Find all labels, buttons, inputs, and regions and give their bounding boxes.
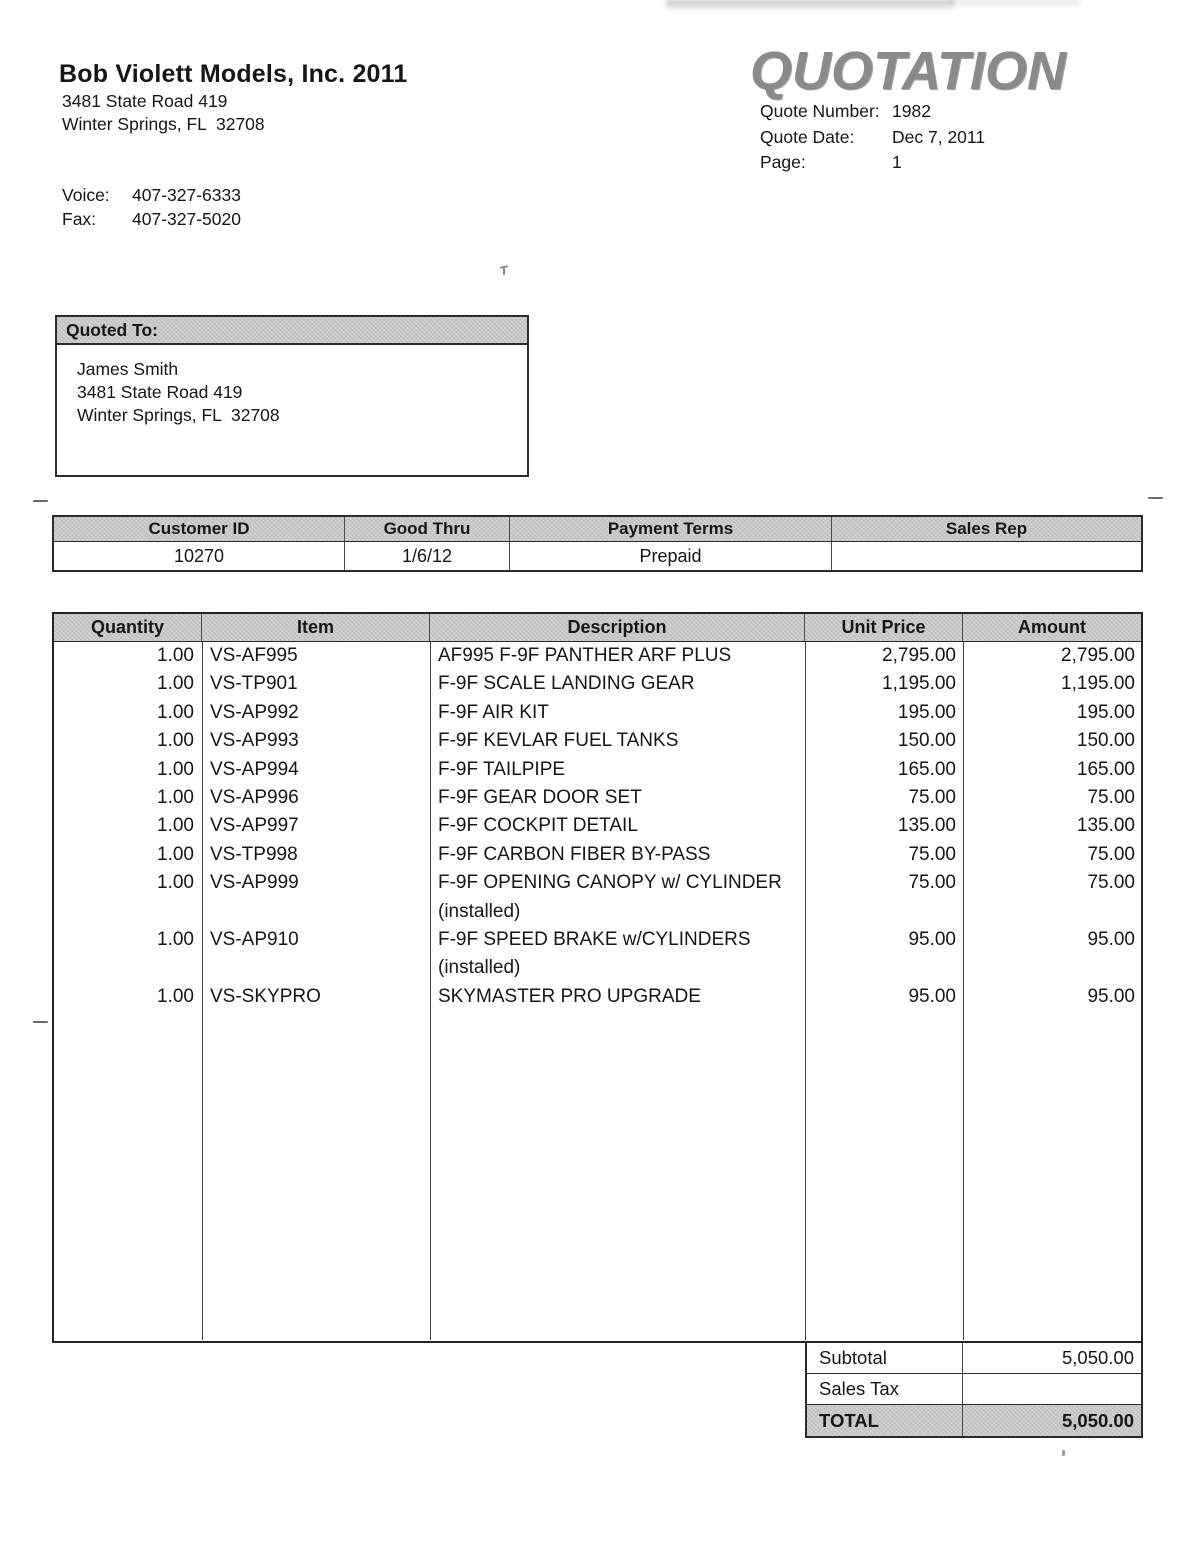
line-items-header-row bbox=[54, 614, 1141, 642]
scan-speck bbox=[1062, 1450, 1065, 1456]
description-cell bbox=[430, 699, 805, 727]
quantity-cell: 1.00 bbox=[157, 730, 194, 752]
description-line: AF995 F-9F PANTHER ARF PLUS bbox=[438, 645, 732, 666]
description-line: (installed) bbox=[438, 900, 521, 922]
company-name: Bob Violett Models, Inc. 2011 bbox=[59, 60, 408, 88]
description-cell bbox=[430, 670, 805, 698]
item-cell: VS-AP999 bbox=[210, 872, 299, 894]
item-cell: VS-AP996 bbox=[210, 787, 299, 809]
table-row bbox=[54, 869, 1141, 926]
description-line: (installed) bbox=[438, 957, 521, 979]
customer-id-header: Customer ID bbox=[54, 517, 345, 541]
table-row bbox=[54, 812, 1141, 840]
line-items-body bbox=[54, 642, 1141, 1340]
description-header: Description bbox=[430, 614, 805, 641]
unit-price-cell: 135.00 bbox=[897, 815, 956, 837]
item-cell: VS-AP997 bbox=[210, 815, 299, 837]
description-line: F-9F OPENING CANOPY w/ CYLINDER bbox=[438, 872, 782, 894]
amount-cell: 75.00 bbox=[1087, 787, 1135, 809]
scan-dash-mark bbox=[33, 1021, 48, 1023]
quantity-cell: 1.00 bbox=[157, 673, 194, 695]
quoted-to-box bbox=[55, 315, 529, 477]
subtotal-label: Subtotal bbox=[807, 1343, 963, 1373]
sales-rep-value bbox=[832, 542, 1141, 570]
item-cell: VS-AP993 bbox=[210, 730, 299, 752]
description-line: F-9F KEVLAR FUEL TANKS bbox=[438, 730, 679, 752]
description-line: F-9F GEAR DOOR SET bbox=[438, 787, 642, 809]
scan-dash-mark bbox=[33, 500, 48, 502]
amount-cell: 135.00 bbox=[1076, 815, 1135, 837]
unit-price-cell: 75.00 bbox=[908, 787, 956, 809]
quantity-cell: 1.00 bbox=[157, 985, 194, 1007]
amount-cell: 75.00 bbox=[1087, 872, 1135, 894]
description-line: F-9F AIR KIT bbox=[438, 701, 549, 723]
sales-tax-row bbox=[807, 1374, 1141, 1405]
table-row bbox=[54, 983, 1141, 1011]
description-line: F-9F CARBON FIBER BY-PASS bbox=[438, 843, 711, 865]
quoted-to-address bbox=[57, 345, 527, 427]
scan-dash-mark bbox=[1148, 497, 1163, 499]
quantity-cell: 1.00 bbox=[157, 872, 194, 894]
quantity-cell: 1.00 bbox=[157, 701, 194, 723]
amount-cell: 95.00 bbox=[1087, 929, 1135, 951]
customer-name: James Smith bbox=[77, 359, 179, 379]
customer-info-header-row bbox=[54, 517, 1141, 542]
description-cell bbox=[430, 841, 805, 869]
description-cell bbox=[430, 756, 805, 784]
customer-id-value: 10270 bbox=[54, 542, 345, 570]
table-row bbox=[54, 841, 1141, 869]
description-line: F-9F TAILPIPE bbox=[438, 758, 566, 780]
item-cell: VS-AP910 bbox=[210, 929, 299, 951]
quantity-cell: 1.00 bbox=[157, 929, 194, 951]
unit-price-cell: 2,795.00 bbox=[882, 645, 956, 666]
table-row bbox=[54, 699, 1141, 727]
table-row bbox=[54, 642, 1141, 670]
scan-smudge bbox=[950, 0, 1080, 7]
total-label: TOTAL bbox=[807, 1405, 963, 1436]
quote-date-label: Quote Date: bbox=[760, 127, 855, 147]
quoted-to-header: Quoted To: bbox=[57, 317, 527, 345]
description-line: F-9F COCKPIT DETAIL bbox=[438, 815, 638, 837]
quote-number-value: 1982 bbox=[892, 101, 931, 121]
total-value: 5,050.00 bbox=[1061, 1410, 1134, 1431]
item-cell: VS-AP992 bbox=[210, 701, 299, 723]
table-row bbox=[54, 926, 1141, 983]
table-row bbox=[54, 727, 1141, 755]
amount-cell: 150.00 bbox=[1076, 730, 1135, 752]
description-cell bbox=[430, 869, 805, 926]
total-row bbox=[807, 1405, 1141, 1436]
description-cell bbox=[430, 926, 805, 983]
good-thru-value: 1/6/12 bbox=[345, 542, 510, 570]
item-cell: VS-TP901 bbox=[210, 673, 298, 695]
voice-number: 407-327-6333 bbox=[132, 185, 241, 205]
table-row bbox=[54, 756, 1141, 784]
customer-info-table bbox=[52, 515, 1143, 572]
company-fax-row bbox=[62, 209, 241, 230]
payment-terms-value: Prepaid bbox=[510, 542, 832, 570]
line-item-rows bbox=[54, 642, 1141, 1011]
unit-price-cell: 165.00 bbox=[897, 758, 956, 780]
description-line: F-9F SCALE LANDING GEAR bbox=[438, 673, 695, 695]
table-row bbox=[54, 784, 1141, 812]
quantity-cell: 1.00 bbox=[157, 758, 194, 780]
company-address-line1: 3481 State Road 419 bbox=[62, 91, 228, 111]
good-thru-header: Good Thru bbox=[345, 517, 510, 541]
quote-number-label: Quote Number: bbox=[760, 101, 880, 121]
description-cell bbox=[430, 784, 805, 812]
item-header: Item bbox=[202, 614, 430, 641]
fax-number: 407-327-5020 bbox=[132, 209, 241, 229]
company-address-line2: Winter Springs, FL 32708 bbox=[62, 114, 265, 134]
quote-number-row bbox=[760, 101, 931, 122]
unit-price-header: Unit Price bbox=[805, 614, 963, 641]
sales-rep-header: Sales Rep bbox=[945, 519, 1028, 538]
subtotal-value: 5,050.00 bbox=[1061, 1347, 1134, 1368]
page-number-row bbox=[760, 152, 902, 173]
quantity-cell: 1.00 bbox=[157, 787, 194, 809]
description-cell bbox=[430, 812, 805, 840]
amount-cell: 1,195.00 bbox=[1061, 673, 1135, 695]
totals-section bbox=[805, 1343, 1143, 1438]
quantity-cell: 1.00 bbox=[157, 815, 194, 837]
item-cell: VS-AP994 bbox=[210, 758, 299, 780]
amount-cell: 165.00 bbox=[1076, 758, 1135, 780]
customer-address-line1: 3481 State Road 419 bbox=[77, 382, 243, 402]
quantity-cell: 1.00 bbox=[157, 843, 194, 865]
item-cell: VS-AF995 bbox=[210, 645, 298, 666]
scan-speck bbox=[503, 266, 505, 275]
item-cell: VS-SKYPRO bbox=[210, 985, 321, 1007]
customer-address-line2: Winter Springs, FL 32708 bbox=[77, 405, 280, 425]
page-value: 1 bbox=[892, 152, 902, 172]
description-cell bbox=[430, 642, 805, 670]
quantity-header: Quantity bbox=[54, 614, 202, 641]
sales-tax-label: Sales Tax bbox=[807, 1374, 963, 1404]
subtotal-row bbox=[807, 1343, 1141, 1374]
quantity-cell: 1.00 bbox=[157, 645, 194, 666]
unit-price-cell: 75.00 bbox=[908, 843, 956, 865]
unit-price-cell: 75.00 bbox=[908, 872, 956, 894]
amount-cell: 75.00 bbox=[1087, 843, 1135, 865]
customer-info-value-row bbox=[54, 542, 1141, 570]
fax-label: Fax: bbox=[62, 209, 97, 229]
amount-cell: 95.00 bbox=[1087, 985, 1135, 1007]
quote-date-row bbox=[760, 127, 985, 148]
unit-price-cell: 95.00 bbox=[908, 985, 956, 1007]
document-title: QUOTATION bbox=[750, 41, 1066, 101]
item-cell: VS-TP998 bbox=[210, 843, 298, 865]
payment-terms-header: Payment Terms bbox=[510, 517, 832, 541]
scan-smudge bbox=[666, 0, 954, 11]
unit-price-cell: 150.00 bbox=[897, 730, 956, 752]
description-cell bbox=[430, 727, 805, 755]
table-row bbox=[54, 670, 1141, 698]
amount-cell: 195.00 bbox=[1076, 701, 1135, 723]
unit-price-cell: 95.00 bbox=[908, 929, 956, 951]
amount-header: Amount bbox=[1018, 617, 1086, 637]
voice-label: Voice: bbox=[62, 185, 110, 205]
company-voice-row bbox=[62, 185, 241, 206]
line-items-table bbox=[52, 612, 1143, 1343]
unit-price-cell: 195.00 bbox=[897, 701, 956, 723]
unit-price-cell: 1,195.00 bbox=[882, 673, 956, 695]
description-cell bbox=[430, 983, 805, 1011]
quote-date-value: Dec 7, 2011 bbox=[892, 127, 986, 147]
sales-tax-value bbox=[963, 1374, 1141, 1404]
page-label: Page: bbox=[760, 152, 806, 172]
description-line: F-9F SPEED BRAKE w/CYLINDERS bbox=[438, 929, 751, 951]
description-line: SKYMASTER PRO UPGRADE bbox=[438, 985, 701, 1007]
amount-cell: 2,795.00 bbox=[1061, 645, 1135, 666]
